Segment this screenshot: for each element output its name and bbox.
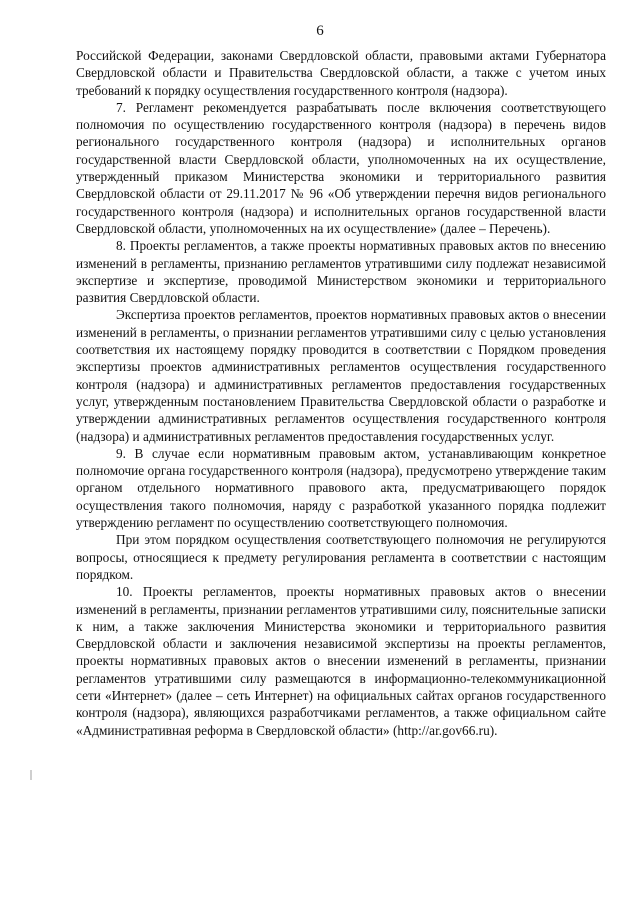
page-number: 6 xyxy=(316,23,324,39)
paragraph-9-note: При этом порядком осуществления соответствующего полномочия не регулируются вопросы, относящиеся к предмету регулирования регламента в соответствии с настоящим порядком. xyxy=(76,532,606,582)
paragraph-continuation: Российской Федерации, законами Свердловской области, правовыми актами Губернатора Свердловской области и Правительства Свердловской области, а также с учетом иных требований к порядку осуществления государственного контроля (надзора). xyxy=(76,48,606,98)
paragraph-8: 8. Проекты регламентов, а также проекты нормативных правовых актов по внесению изменений в регламенты, признанию регламентов утратившими силу подлежат независимой экспертизе и экспертизе, проводимой Министерством экономики и территориального развития Свердловской области. xyxy=(76,238,606,306)
scan-margin-mark xyxy=(30,770,32,780)
paragraph-8-expertise: Экспертиза проектов регламентов, проектов нормативных правовых актов о внесении изменений в регламенты, о признании регламентов утратившими силу с целью установления соответствия их настоящему порядку проводится в соответствии с Порядком проведения экспертизы проектов административных регламентов осуществления государственного контроля (надзора) и административных регламентов предоставления государственных услуг, утвержденным постановлением Правительства Свердловской области о разработке и утверждении административных регламентов осуществления государственного контроля (надзора) и административных регламентов предоставления государственных услуг. xyxy=(76,307,606,444)
document-body xyxy=(76,47,606,739)
paragraph-9: 9. В случае если нормативным правовым актом, устанавливающим конкретное полномочие органа государственного контроля (надзора), предусмотрено утверждение таким органом отдельного нормативного правового акта, предусматривающего порядок осуществления такого полномочия, наряду с разработкой указанного порядка подлежит утверждению регламент по осуществлению соответствующего полномочия. xyxy=(76,445,606,531)
paragraph-10: 10. Проекты регламентов, проекты нормативных правовых актов о внесении изменений в регламенты, признании регламентов утратившими силу, пояснительные записки к ним, а также заключения Министерства экономики и территориального развития Свердловской области и заключения независимой экспертизы на проекты регламентов, проекты нормативных правовых актов о внесении изменений в регламенты, признании регламентов утратившими силу размещаются в информационно-телекоммуникационной сети «Интернет» (далее – сеть Интернет) на официальных сайтах органов государственного контроля (надзора), являющихся разработчиками регламентов, а также официальном сайте «Административная реформа в Свердловской области» (http://ar.gov66.ru). xyxy=(76,584,606,738)
paragraph-7: 7. Регламент рекомендуется разрабатывать после включения соответствующего полномочия по осуществлению государственного контроля (надзора) в перечень видов регионального государственного контроля (надзора) и исполнительных органов государственной власти Свердловской области, уполномоченных на их осуществление, утвержденный приказом Министерства экономики и территориального развития Свердловской области от 29.11.2017 № 96 «Об утверждении перечня видов регионального государственного контроля (надзора) и исполнительных органов государственной власти Свердловской области, уполномоченных на их осуществление» (далее – Перечень). xyxy=(76,99,606,236)
